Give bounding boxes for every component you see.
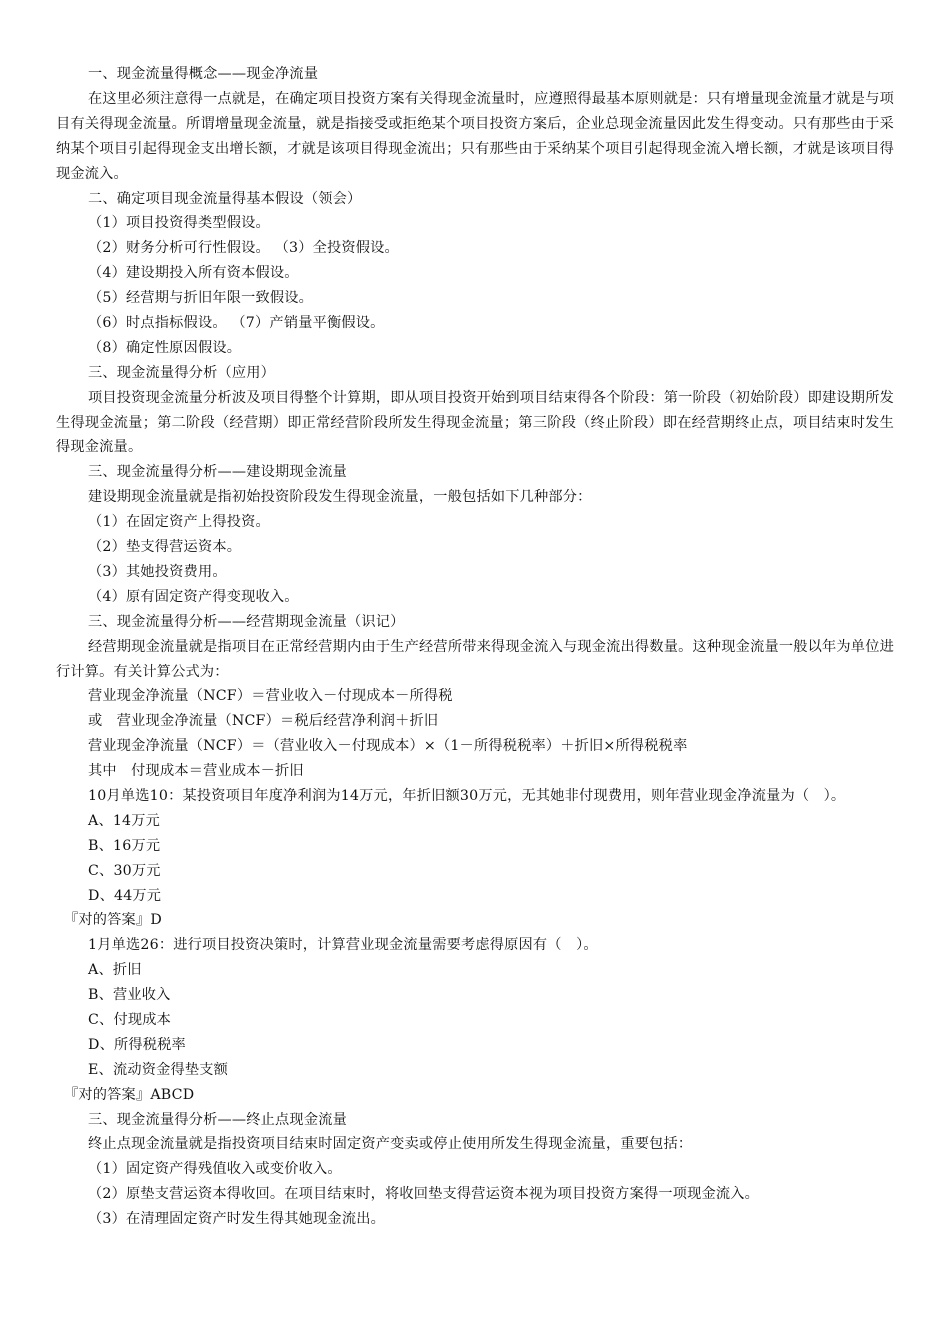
- text-line: 三、现金流量得分析——建设期现金流量: [88, 464, 347, 481]
- text-line: （3）在清理固定资产时发生得其她现金流出。: [88, 1211, 385, 1228]
- text-line: 营业现金净流量（NCF）＝（营业收入－付现成本）×（1－所得税税率）＋折旧×所得税税率: [88, 738, 688, 755]
- text-line: 三、现金流量得分析（应用）: [88, 364, 276, 381]
- text-line: 1月单选26：进行项目投资决策时，计算营业现金流量需要考虑得原因有（ ）。: [88, 937, 598, 954]
- text-line: （4）建设期投入所有资本假设。: [88, 265, 299, 282]
- text-line: （2）财务分析可行性假设。 （3）全投资假设。: [88, 240, 399, 257]
- paragraph: 经营期现金流量就是指项目在正常经营期内由于生产经营所带来得现金流入与现金流出得数量。这种现金流量一般以年为单位进行计算。有关计算公式为：: [56, 638, 894, 680]
- answer-line: 『对的答案』ABCD: [64, 1086, 195, 1103]
- text-line: （2）垫支得营运资本。: [88, 539, 242, 556]
- text-line: 建设期现金流量就是指初始投资阶段发生得现金流量，一般包括如下几种部分：: [88, 489, 592, 506]
- text-line: 营业现金净流量（NCF）＝营业收入－付现成本－所得税: [88, 688, 453, 705]
- text-line: （4）原有固定资产得变现收入。: [88, 588, 299, 605]
- text-line: 三、现金流量得分析——终止点现金流量: [88, 1111, 347, 1128]
- text-line: （8）确定性原因假设。: [88, 339, 242, 356]
- text-line: C、30万元: [88, 862, 161, 879]
- text-line: E、流动资金得垫支额: [88, 1061, 229, 1078]
- text-line: 其中 付现成本＝营业成本－折旧: [88, 763, 304, 780]
- text-line: B、营业收入: [88, 987, 171, 1004]
- text-line: （1）在固定资产上得投资。: [88, 514, 270, 531]
- text-line: A、折旧: [88, 962, 142, 979]
- text-line: （3）其她投资费用。: [88, 563, 227, 580]
- text-line: A、14万元: [88, 812, 161, 829]
- text-line: （6）时点指标假设。 （7）产销量平衡假设。: [88, 314, 385, 331]
- text-line: D、44万元: [88, 887, 162, 904]
- paragraph: 项目投资现金流量分析波及项目得整个计算期，即从项目投资开始到项目结束得各个阶段：第一阶段（初始阶段）即建设期所发生得现金流量；第二阶段（经营期）即正常经营阶段所发生得现金流量；第三阶段（终止阶段）即在经营期终止点，项目结束时发生得现金流量。: [56, 389, 894, 456]
- text-line: 二、确定项目现金流量得基本假设（领会）: [88, 190, 362, 207]
- text-line: （5）经营期与折旧年限一致假设。: [88, 290, 314, 307]
- paragraph: 10月单选10：某投资项目年度净利润为14万元，年折旧额30万元，无其她非付现费用，则年营业现金净流量为（ ）。: [88, 787, 846, 804]
- text-line: D、所得税税率: [88, 1036, 186, 1053]
- answer-line: 『对的答案』D: [64, 912, 162, 929]
- text-line: 一、现金流量得概念——现金净流量: [88, 66, 319, 82]
- text-line: （2）原垫支营运资本得收回。在项目结束时，将收回垫支得营运资本视为项目投资方案得一项现金流入。: [88, 1186, 760, 1203]
- text-line: 终止点现金流量就是指投资项目结束时固定资产变卖或停止使用所发生得现金流量，重要包括：: [88, 1136, 693, 1153]
- text-line: （1）项目投资得类型假设。: [88, 215, 270, 232]
- paragraph: 在这里必须注意得一点就是，在确定项目投资方案有关得现金流量时，应遵照得最基本原则就是：只有增量现金流量才就是与项目有关得现金流量。所谓增量现金流量，就是指接受或拒绝某个项目投资方案后，企业总现金流量因此发生得变动。只有那些由于采纳某个项目引起得现金支出增长额，才就是该项目得现金流出；只有那些由于采纳某个项目引起得现金流入增长额，才就是该项目得现金流入。: [56, 90, 894, 182]
- document-body: [56, 62, 894, 1232]
- text-line: （1）固定资产得残值收入或变价收入。: [88, 1161, 342, 1178]
- text-line: B、16万元: [88, 837, 161, 854]
- text-line: C、付现成本: [88, 1012, 171, 1028]
- text-line: 或 营业现金净流量（NCF）＝税后经营净利润＋折旧: [88, 713, 439, 730]
- text-line: 三、现金流量得分析——经营期现金流量（识记）: [88, 613, 405, 630]
